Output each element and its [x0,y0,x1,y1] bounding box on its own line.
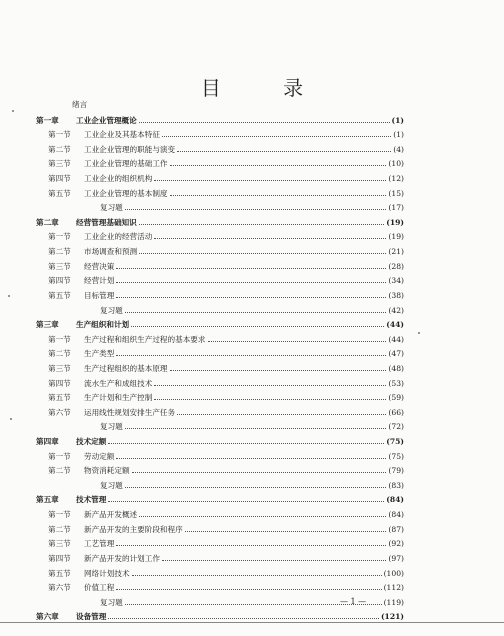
toc-review-row [36,419,404,434]
toc-leader-dots [132,566,382,576]
toc-page: (59) [388,393,404,403]
toc-page: (66) [388,407,404,417]
toc-page: (75) [386,437,404,447]
toc-page: (53) [388,378,404,388]
toc-num: 第四章 [36,437,59,447]
toc-num: 第三节 [48,261,71,271]
toc-title: 市场调查和预测 [84,247,138,257]
toc-title: 劳动定额 [84,451,115,461]
toc-section-row [36,376,404,391]
toc-leader-dots [116,580,381,590]
toc-num: 第四节 [48,378,71,388]
toc-leader-dots [132,463,387,473]
toc-num: 第一章 [36,115,59,125]
toc-title: 工业企业管理的基础工作 [84,159,168,169]
toc-title: 新产品开发的主要阶段和程序 [84,524,183,534]
toc-page: (79) [388,466,404,476]
toc-title: 工业企业管理的职能与演变 [84,144,176,154]
toc-page: (72) [388,422,404,432]
toc-page: (19) [386,217,404,227]
toc-leader-dots [116,288,386,298]
toc-section-row [36,127,404,142]
toc-title: 生产过程组织的基本原理 [84,363,168,373]
toc-page: (92) [388,539,404,549]
toc-section-row [36,405,404,420]
toc-leader-dots [177,142,391,152]
toc-num: 第六节 [48,407,71,417]
toc-page: (121) [380,612,404,622]
toc-title: 工艺管理 [84,539,115,549]
toc-leader-dots [154,171,386,181]
scan-speck [10,418,12,420]
toc-page: (112) [383,583,404,593]
toc-title: 经营计划 [84,276,115,286]
toc-leader-dots [125,303,387,313]
toc-num: 第一节 [48,510,71,520]
toc-page: (75) [388,451,404,461]
toc-num: 第二节 [48,524,71,534]
toc-num: 第一节 [48,130,71,140]
toc-chapter-row [36,215,404,230]
toc-leader-dots [125,419,387,429]
toc-leader-dots [139,244,386,254]
toc-section-row [36,536,404,551]
toc-title: 运用线性规划安排生产任务 [84,407,176,417]
toc-section-row [36,332,404,347]
toc-num: 第五节 [48,568,71,578]
toc-page: (15) [388,188,404,198]
toc-title: 新产品开发概述 [84,510,138,520]
toc-review-row [36,303,404,318]
toc-section-row [36,171,404,186]
toc-num: 第三节 [48,363,71,373]
toc-section-row [36,551,404,566]
toc-num: 第二节 [48,144,71,154]
toc-leader-dots [125,200,387,210]
toc-leader-dots [116,536,386,546]
toc-title: 复习题 [100,597,123,607]
toc-review-row [36,200,404,215]
toc-leader-dots [162,127,391,137]
toc-leader-dots [208,332,387,342]
toc-num: 第一节 [48,232,71,242]
toc-title: 目标管理 [84,290,115,300]
toc-num: 第二节 [48,466,71,476]
toc-title: 生产计划和生产控制 [84,393,153,403]
toc-title: 工业企业管理的基本制度 [84,188,168,198]
toc-leader-dots [131,317,384,327]
toc-title: 复习题 [100,203,123,213]
toc-page: (1) [391,115,404,125]
toc-leader-dots [116,273,386,283]
toc-section-row [36,229,404,244]
toc-title: 网络计划技术 [84,568,130,578]
toc-section-row [36,390,404,405]
toc-leader-dots [177,405,386,415]
toc-page: (87) [388,524,404,534]
toc-chapter-row [36,317,404,332]
scan-speck [418,332,420,334]
toc-title: 技术管理 [76,495,107,505]
toc-leader-dots [108,492,384,502]
toc-section-row [36,273,404,288]
toc-page: (28) [388,261,404,271]
page-title: 目 录 [200,76,332,100]
bottom-rule [0,622,504,623]
toc-page: (34) [388,276,404,286]
toc-page: (21) [388,247,404,257]
toc-num: 第二章 [36,217,59,227]
toc-leader-dots [154,376,386,386]
toc-chapter-row [36,434,404,449]
toc-title: 生产类型 [84,349,115,359]
toc-page: (4) [393,144,404,154]
toc-leader-dots [154,390,386,400]
toc-leader-dots [185,522,387,532]
toc-title: 生产组织和计划 [76,320,130,330]
toc-leader-dots [139,215,384,225]
toc-num: 第三节 [48,159,71,169]
toc-leader-dots [116,449,386,459]
toc-title: 物资消耗定额 [84,466,130,476]
toc-page: (38) [388,290,404,300]
table-of-contents [36,98,404,624]
toc-section-row [36,142,404,157]
toc-section-row [36,361,404,376]
toc-review-row [36,478,404,493]
toc-leader-dots [125,478,387,488]
toc-num: 第五节 [48,290,71,300]
toc-page: (100) [383,568,404,578]
toc-section-row [36,244,404,259]
toc-num: 第五节 [48,188,71,198]
toc-num: 第四节 [48,276,71,286]
toc-section-row [36,156,404,171]
toc-title: 工业企业及其基本特征 [84,130,160,140]
toc-page: (42) [388,305,404,315]
toc-section-row [36,580,404,595]
toc-leader-dots [139,113,390,123]
toc-chapter-row [36,113,404,128]
scan-speck [8,295,10,297]
toc-page: (48) [388,363,404,373]
toc-leader-dots [116,346,386,356]
toc-num: 第一节 [48,451,71,461]
toc-page: (10) [388,159,404,169]
toc-section-row [36,259,404,274]
toc-page: (19) [388,232,404,242]
toc-page: (17) [388,203,404,213]
toc-num: 第一节 [48,334,71,344]
toc-intro [36,98,404,113]
toc-chapter-row [36,492,404,507]
toc-leader-dots [116,259,386,269]
page-number: — 1 — [340,597,367,606]
toc-leader-dots [108,434,384,444]
toc-section-row [36,463,404,478]
toc-title: 工业企业的经营活动 [84,232,153,242]
toc-title: 技术定额 [76,437,107,447]
toc-section-row [36,566,404,581]
toc-title: 复习题 [100,305,123,315]
toc-page: (84) [386,495,404,505]
toc-intro-title: 绪言 [72,100,88,109]
toc-num: 第三章 [36,320,59,330]
toc-section-row [36,522,404,537]
toc-title: 复习题 [100,480,123,490]
toc-title: 复习题 [100,422,123,432]
toc-page: (12) [388,174,404,184]
toc-num: 第五节 [48,393,71,403]
scan-speck [12,110,14,112]
toc-leader-dots [154,229,386,239]
toc-num: 第六章 [36,612,59,622]
toc-title: 经营决策 [84,261,115,271]
toc-num: 第五章 [36,495,59,505]
toc-section-row [36,449,404,464]
toc-title: 设备管理 [76,612,107,622]
toc-section-row [36,288,404,303]
toc-section-row [36,507,404,522]
toc-page: (97) [388,553,404,563]
toc-title: 新产品开发的计划工作 [84,553,160,563]
toc-leader-dots [108,609,379,619]
toc-num: 第四节 [48,174,71,184]
toc-title: 价值工程 [84,583,115,593]
toc-page: (44) [388,334,404,344]
toc-num: 第二节 [48,247,71,257]
toc-page: (84) [388,510,404,520]
toc-leader-dots [170,186,387,196]
toc-page: (83) [388,480,404,490]
toc-page: (1) [393,130,404,140]
toc-num: 第二节 [48,349,71,359]
toc-title: 流水生产和成组技术 [84,378,153,388]
toc-page: (44) [386,320,404,330]
toc-num: 第四节 [48,553,71,563]
toc-section-row [36,186,404,201]
toc-leader-dots [170,156,387,166]
toc-title: 经营管理基础知识 [76,217,137,227]
toc-page: (119) [383,597,404,607]
toc-leader-dots [170,361,387,371]
toc-title: 工业企业管理概论 [76,115,137,125]
toc-leader-dots [139,507,386,517]
toc-page: (47) [388,349,404,359]
toc-title: 生产过程和组织生产过程的基本要求 [84,334,206,344]
toc-section-row [36,346,404,361]
toc-leader-dots [162,551,386,561]
toc-num: 第六节 [48,583,71,593]
toc-title: 工业企业的组织机构 [84,174,153,184]
toc-num: 第三节 [48,539,71,549]
